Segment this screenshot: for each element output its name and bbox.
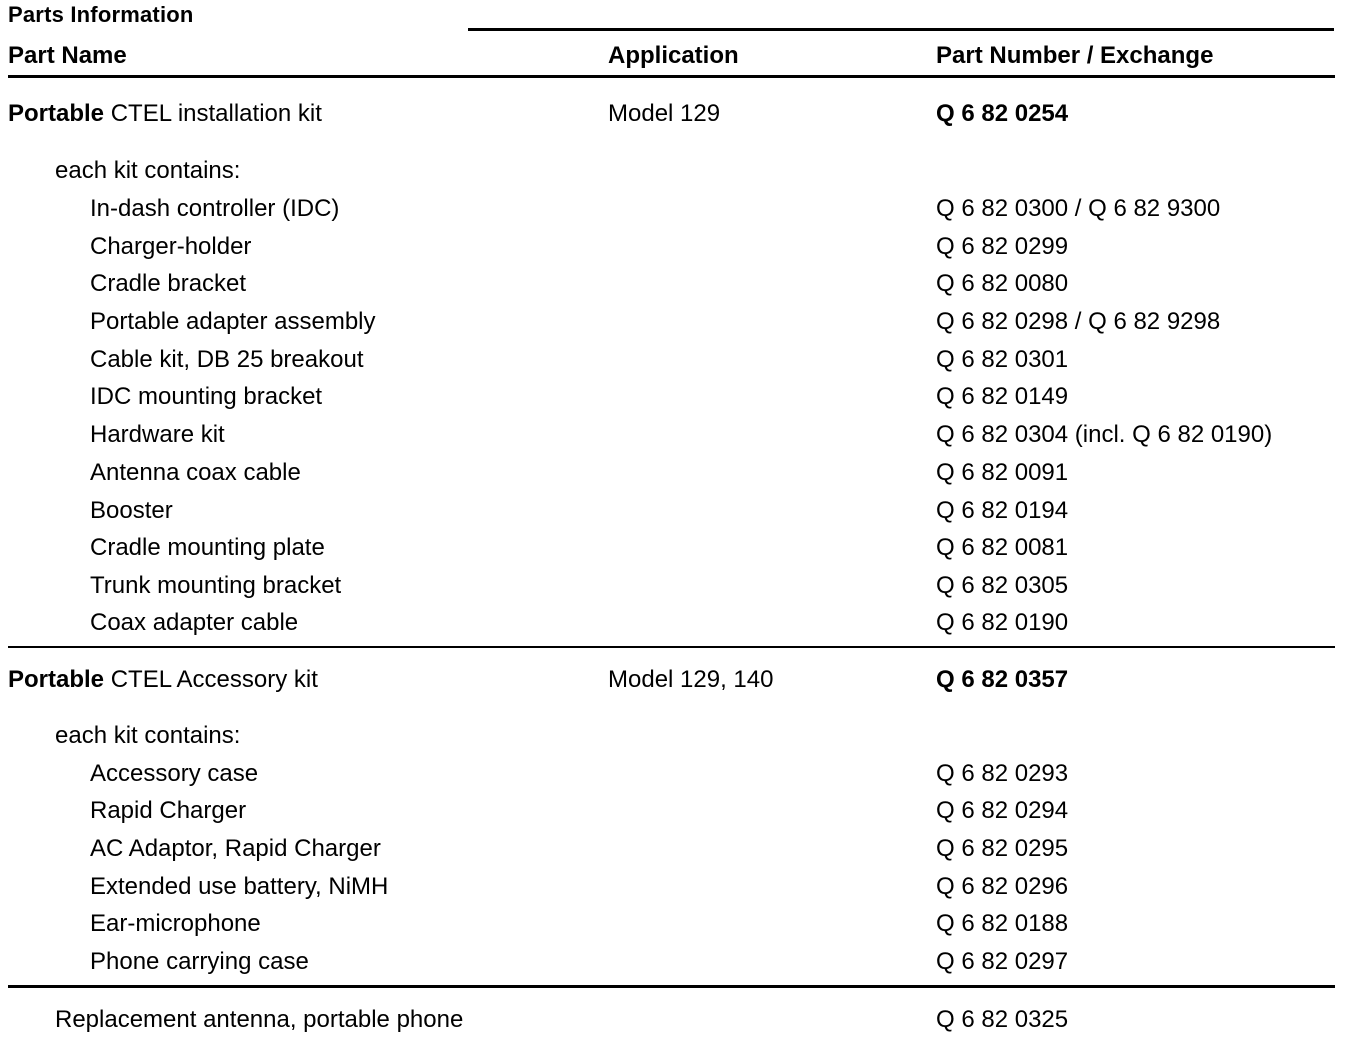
item-name: Portable adapter assembly <box>90 308 376 335</box>
item-part: Q 6 82 0295 <box>936 835 1069 862</box>
list-item <box>0 459 1360 495</box>
list-item <box>0 760 1360 796</box>
item-part: Q 6 82 0149 <box>936 383 1069 410</box>
section-rule <box>8 646 1335 648</box>
item-part: Q 6 82 0298 / Q 6 82 9298 <box>936 308 1221 335</box>
kit-contains-label: each kit contains: <box>55 157 241 184</box>
kit-contains-label: each kit contains: <box>55 722 241 749</box>
list-item <box>0 233 1360 269</box>
kit-row <box>0 100 1360 136</box>
item-part: Q 6 82 0299 <box>936 233 1069 260</box>
item-name: Hardware kit <box>90 421 225 448</box>
list-item <box>0 910 1360 946</box>
page-title: Parts Information <box>8 2 194 27</box>
header-application: Application <box>608 42 739 69</box>
item-part: Q 6 82 0080 <box>936 270 1069 297</box>
list-item <box>0 835 1360 871</box>
item-part: Q 6 82 0188 <box>936 910 1069 937</box>
item-part: Q 6 82 0301 <box>936 346 1069 373</box>
item-name: Trunk mounting bracket <box>90 572 342 599</box>
item-name: Extended use battery, NiMH <box>90 873 389 900</box>
item-name: Charger-holder <box>90 233 252 260</box>
item-name: Booster <box>90 497 173 524</box>
kit-row <box>0 666 1360 702</box>
item-name: Cable kit, DB 25 breakout <box>90 346 364 373</box>
item-part: Q 6 82 0297 <box>936 948 1069 975</box>
item-part: Q 6 82 0293 <box>936 760 1069 787</box>
list-item <box>0 195 1360 231</box>
item-part: Q 6 82 0296 <box>936 873 1069 900</box>
item-part: Q 6 82 0294 <box>936 797 1069 824</box>
header-part-name: Part Name <box>8 42 127 69</box>
item-name: Cradle mounting plate <box>90 534 325 561</box>
list-item <box>0 421 1360 457</box>
item-name: AC Adaptor, Rapid Charger <box>90 835 381 862</box>
list-item <box>0 534 1360 570</box>
kit-part-number: Q 6 82 0254 <box>936 100 1069 127</box>
replacement-row <box>0 1006 1360 1042</box>
header-rule <box>8 75 1335 78</box>
kit-name: Portable CTEL installation kit <box>8 100 322 127</box>
kit-name: Portable CTEL Accessory kit <box>8 666 318 693</box>
kit-part-number: Q 6 82 0357 <box>936 666 1069 693</box>
item-part: Q 6 82 0300 / Q 6 82 9300 <box>936 195 1221 222</box>
item-part: Q 6 82 0304 (incl. Q 6 82 0190) <box>936 421 1273 448</box>
list-item <box>0 497 1360 533</box>
list-item <box>0 308 1360 344</box>
item-name: Coax adapter cable <box>90 609 299 636</box>
item-part: Q 6 82 0305 <box>936 572 1069 599</box>
item-name: Accessory case <box>90 760 259 787</box>
title-rule <box>468 28 1334 31</box>
item-part: Q 6 82 0081 <box>936 534 1069 561</box>
item-name: Cradle bracket <box>90 270 247 297</box>
list-item <box>0 948 1360 984</box>
item-name: Rapid Charger <box>90 797 247 824</box>
list-item <box>0 797 1360 833</box>
kit-application: Model 129 <box>608 100 721 127</box>
replacement-part: Q 6 82 0325 <box>936 1006 1069 1033</box>
replacement-name: Replacement antenna, portable phone <box>55 1006 464 1033</box>
list-item <box>0 346 1360 382</box>
item-part: Q 6 82 0190 <box>936 609 1069 636</box>
item-name: In-dash controller (IDC) <box>90 195 340 222</box>
item-name: Ear-microphone <box>90 910 261 937</box>
item-name: Phone carrying case <box>90 948 309 975</box>
item-name: IDC mounting bracket <box>90 383 323 410</box>
list-item <box>0 383 1360 419</box>
item-part: Q 6 82 0194 <box>936 497 1069 524</box>
list-item <box>0 873 1360 909</box>
item-name: Antenna coax cable <box>90 459 301 486</box>
header-part-number: Part Number / Exchange <box>936 42 1214 69</box>
list-item <box>0 270 1360 306</box>
kit-application: Model 129, 140 <box>608 666 774 693</box>
list-item <box>0 572 1360 608</box>
section-rule-bottom <box>8 985 1335 988</box>
item-part: Q 6 82 0091 <box>936 459 1069 486</box>
list-item <box>0 609 1360 645</box>
